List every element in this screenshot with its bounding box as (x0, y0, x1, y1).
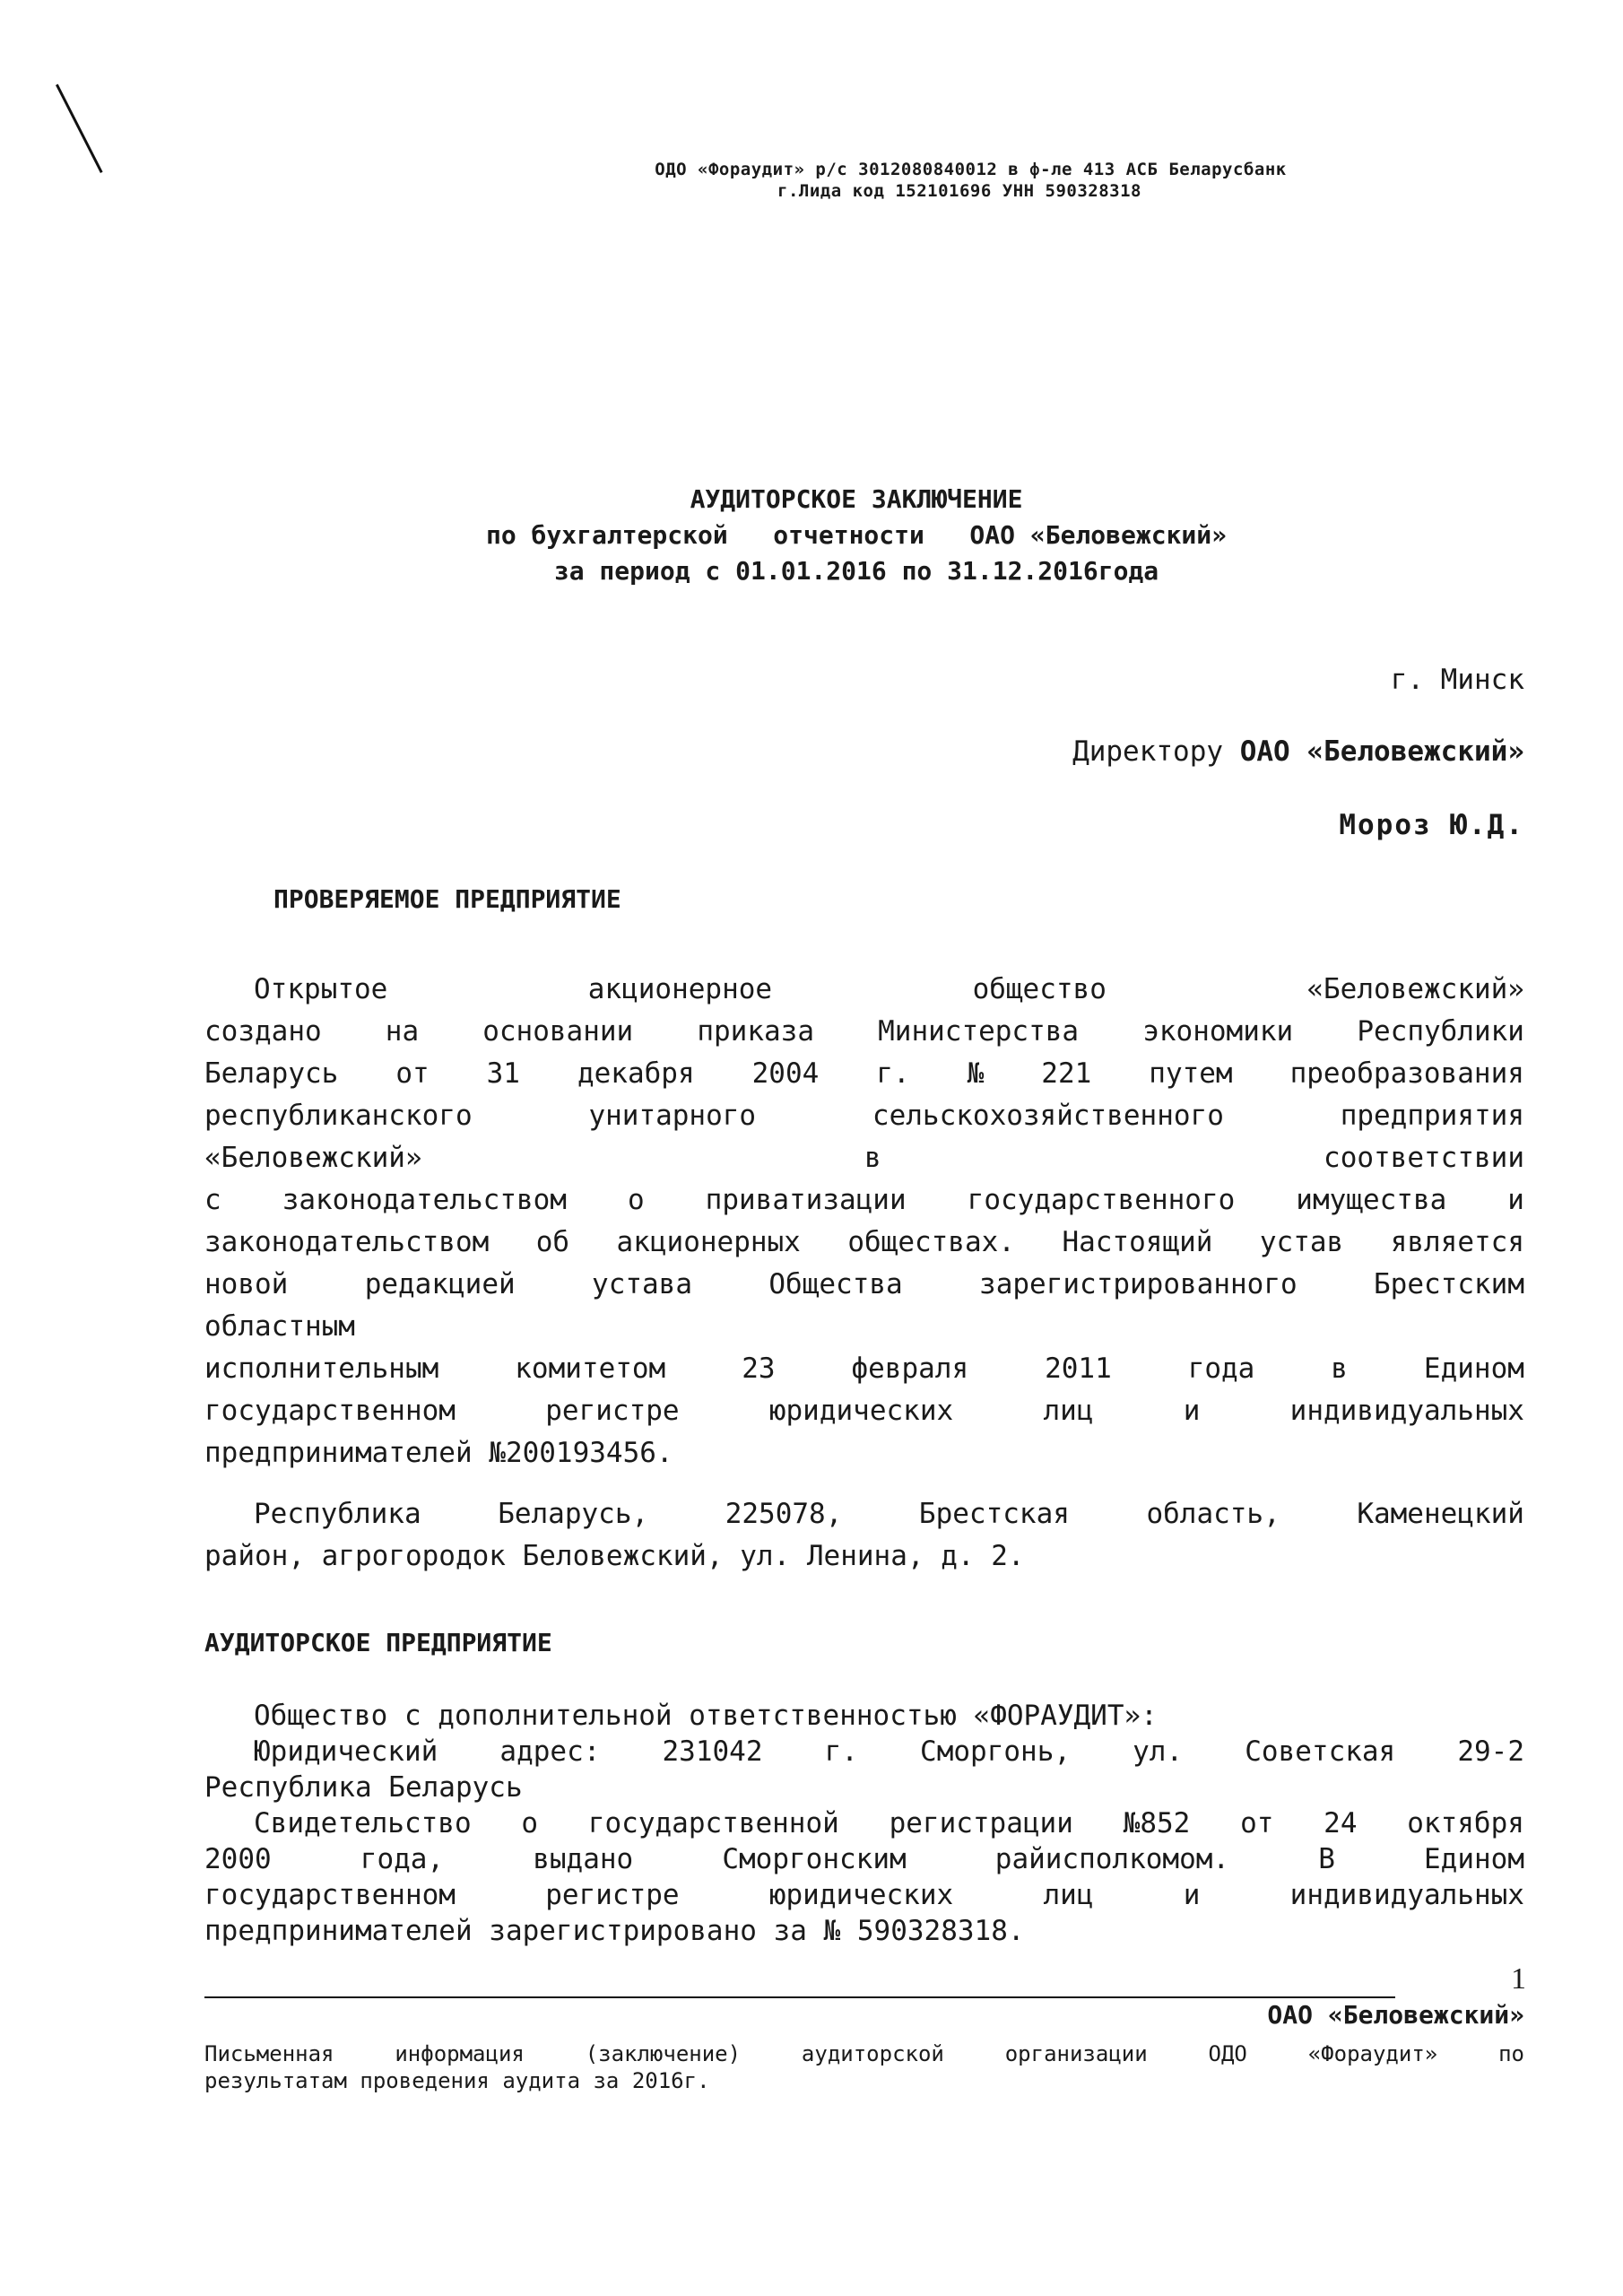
word: 31 (486, 1057, 520, 1090)
word: о (521, 1807, 539, 1839)
word: 2000 (204, 1843, 272, 1875)
word: Советская (1245, 1735, 1396, 1768)
word: февраля (851, 1352, 969, 1385)
word: в (864, 1142, 881, 1174)
addressee-org: ОАО «Беловежский» (1239, 735, 1524, 768)
paragraph-line: район, агрогородок Беловежский, ул. Ленина, д. 2. (204, 1540, 1025, 1572)
paragraph-line (204, 1095, 1524, 1137)
letterhead-line-2: г.Лида код 152101696 УНН 590328318 (777, 181, 1141, 201)
word: от (1240, 1807, 1274, 1839)
paragraph-line (204, 1137, 1524, 1179)
word: информация (395, 2041, 525, 2066)
word: регистрации (889, 1807, 1073, 1839)
word: создано (204, 1015, 322, 1048)
footer-text-line-1 (204, 2040, 1524, 2067)
document-period: за период с 01.01.2016 по 31.12.2016года (553, 556, 1159, 586)
addressee-person: Мороз Ю.Д. (1339, 809, 1524, 841)
word: индивидуальных (1289, 1395, 1524, 1427)
word: имущества (1296, 1184, 1447, 1216)
word: 221 (1041, 1057, 1092, 1090)
word: регистре (545, 1879, 680, 1911)
paragraph-line: Общество с дополнительной ответственностью «ФОРАУДИТ»: (254, 1700, 1158, 1732)
word: года, (360, 1843, 445, 1875)
word: соответствии (1324, 1142, 1524, 1174)
word: Свидетельство (254, 1807, 472, 1839)
word: Министерства (878, 1015, 1080, 1048)
word: с (204, 1184, 221, 1216)
word: 2004 (751, 1057, 820, 1090)
word: зарегистрированного (979, 1268, 1298, 1300)
addressee-prefix: Директору (1072, 735, 1224, 768)
word: законодательством (282, 1184, 567, 1216)
word: Беларусь, (498, 1498, 649, 1530)
word: исполнительным (204, 1352, 439, 1385)
word: «Фораудит» (1307, 2041, 1438, 2066)
word: лиц (1043, 1879, 1094, 1911)
word: и (1183, 1395, 1201, 1427)
word: государственном (204, 1395, 456, 1427)
word: является (1390, 1226, 1524, 1258)
word: адрес: (499, 1735, 601, 1768)
word: 2011 (1045, 1352, 1112, 1385)
word: 24 (1324, 1807, 1358, 1839)
word: основании (482, 1015, 634, 1048)
word: в (1331, 1352, 1348, 1385)
word: Письменная (204, 2041, 334, 2066)
paragraph-line (204, 1877, 1524, 1913)
word: государственном (204, 1879, 456, 1911)
word: Едином (1423, 1352, 1524, 1385)
word: Едином (1424, 1843, 1524, 1875)
word: Сморгонь, (920, 1735, 1072, 1768)
word: республиканского (204, 1100, 473, 1132)
paragraph-line (204, 1390, 1524, 1432)
word: № (967, 1057, 985, 1090)
word: Брестским (1374, 1268, 1524, 1300)
word: лиц (1043, 1395, 1094, 1427)
page-number: 1 (1511, 1962, 1526, 1996)
word: Открытое (254, 973, 388, 1005)
section-heading-auditor: АУДИТОРСКОЕ ПРЕДПРИЯТИЕ (204, 1628, 552, 1657)
addressee-line (1072, 735, 1524, 768)
word: редакцией (364, 1268, 516, 1300)
footer-text-line-2: результатам проведения аудита за 2016г. (204, 2068, 710, 2093)
footer-org: ОАО «Беловежский» (1267, 2000, 1524, 2030)
word: Брестская (918, 1498, 1070, 1530)
letterhead-line-1: ОДО «Фораудит» р/с 3012080840012 в ф-ле 413 АСБ Беларусбанк (655, 160, 1287, 179)
paragraph-line: областным (204, 1310, 355, 1343)
word: выдано (533, 1843, 634, 1875)
paragraph-line: предпринимателей №200193456. (204, 1437, 673, 1469)
footer-divider (204, 1996, 1395, 1998)
word: сельскохозяйственного (872, 1100, 1224, 1132)
word: Настоящий (1062, 1226, 1213, 1258)
word: акционерное (587, 973, 773, 1005)
word: райисполкомом. (994, 1843, 1230, 1875)
word: юридических (768, 1395, 954, 1427)
word: комитетом (515, 1352, 666, 1385)
paragraph-line (254, 1493, 1524, 1535)
word: и (1507, 1184, 1524, 1216)
paragraph-line: предпринимателей зарегистрировано за № 590328318. (204, 1915, 1025, 1947)
word: юридических (768, 1879, 954, 1911)
word: декабря (577, 1057, 695, 1090)
word: года (1187, 1352, 1255, 1385)
word: приказа (697, 1015, 814, 1048)
paragraph-line (204, 1011, 1524, 1053)
word: государственного (967, 1184, 1236, 1216)
word: Каменецкий (1357, 1498, 1524, 1530)
word: от (395, 1057, 430, 1090)
paragraph-line (204, 1348, 1524, 1390)
word: организации (1004, 2041, 1148, 2066)
word: 29-2 (1457, 1735, 1524, 1768)
document-subtitle: по бухгалтерской отчетности ОАО «Беловежский» (485, 520, 1227, 550)
paragraph-line (204, 1179, 1524, 1222)
paragraph-line (254, 969, 1524, 1011)
word: г. (876, 1057, 910, 1090)
word: и (1183, 1879, 1201, 1911)
paragraph-line: Республика Беларусь (204, 1771, 523, 1804)
paragraph-line (254, 1734, 1524, 1770)
word: унитарного (588, 1100, 757, 1132)
word: ОДО (1208, 2041, 1247, 2066)
word: Сморгонским (722, 1843, 907, 1875)
word: государственной (587, 1807, 839, 1839)
word: №852 (1123, 1807, 1191, 1839)
word: обществах. (847, 1226, 1015, 1258)
paragraph-line (254, 1805, 1524, 1841)
paragraph-line (204, 1841, 1524, 1877)
word: (заключение) (585, 2041, 742, 2066)
word: путем (1149, 1057, 1233, 1090)
word: о (627, 1184, 645, 1216)
section-heading-audited: ПРОВЕРЯЕМОЕ ПРЕДПРИЯТИЕ (273, 884, 621, 914)
word: акционерных (616, 1226, 801, 1258)
word: Беларусь (204, 1057, 339, 1090)
word: регистре (545, 1395, 680, 1427)
paragraph-line (204, 1264, 1524, 1306)
document-title: АУДИТОРСКОЕ ЗАКЛЮЧЕНИЕ (690, 484, 1023, 514)
word: общество (972, 973, 1107, 1005)
word: Республики (1357, 1015, 1524, 1048)
word: 23 (742, 1352, 776, 1385)
word: предприятия (1340, 1100, 1524, 1132)
word: индивидуальных (1289, 1879, 1524, 1911)
word: 225078, (725, 1498, 843, 1530)
word: экономики (1142, 1015, 1294, 1048)
word: г. (824, 1735, 858, 1768)
word: Юридический (254, 1735, 438, 1768)
word: устав (1259, 1226, 1344, 1258)
word: на (385, 1015, 420, 1048)
word: «Беловежский» (1306, 973, 1524, 1005)
word: новой (204, 1268, 289, 1300)
word: приватизации (705, 1184, 907, 1216)
city: г. Минск (1390, 664, 1524, 696)
word: об (535, 1226, 570, 1258)
word: В (1318, 1843, 1335, 1875)
paragraph-line (204, 1222, 1524, 1264)
word: преобразования (1289, 1057, 1524, 1090)
word: устава (592, 1268, 693, 1300)
word: область, (1146, 1498, 1280, 1530)
word: Республика (254, 1498, 421, 1530)
word: аудиторской (801, 2041, 944, 2066)
word: 231042 (662, 1735, 763, 1768)
word: по (1498, 2041, 1524, 2066)
word: «Беловежский» (204, 1142, 422, 1174)
word: октября (1407, 1807, 1524, 1839)
word: Общества (768, 1268, 903, 1300)
word: ул. (1133, 1735, 1184, 1768)
paragraph-line (204, 1053, 1524, 1095)
word: законодательством (204, 1226, 490, 1258)
